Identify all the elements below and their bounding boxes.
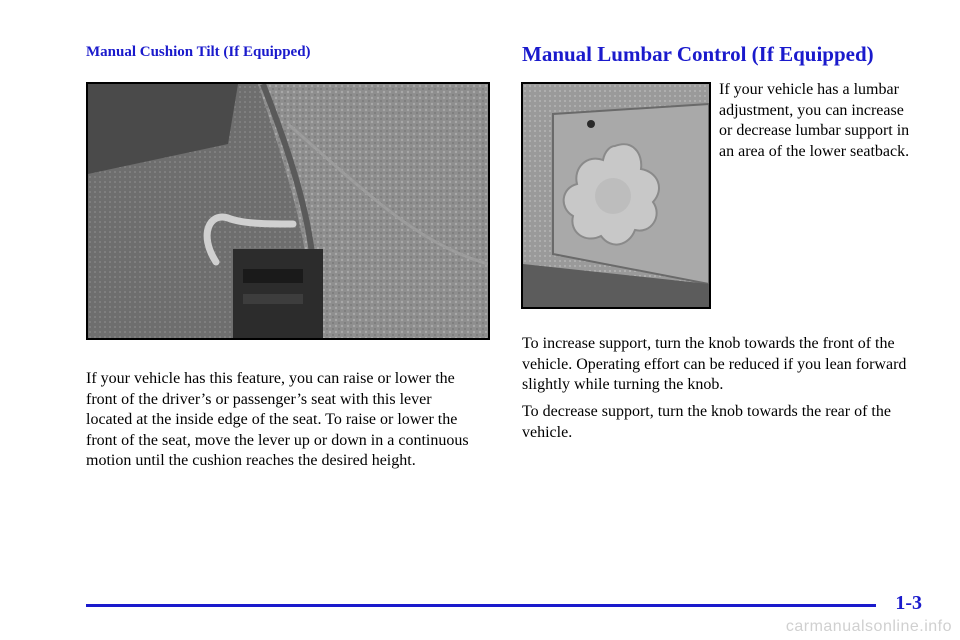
section-heading-lumbar-control: Manual Lumbar Control (If Equipped): [522, 42, 874, 66]
lumbar-decrease-text: [522, 402, 922, 443]
section-heading-cushion-tilt: Manual Cushion Tilt (If Equipped): [86, 44, 311, 60]
lumbar-increase-paragraph: To increase support, turn the knob towards the front of the vehicle. Operating effort can be reduced if you lean forward slightly while turning the knob.: [522, 335, 907, 393]
lumbar-increase-text: [522, 334, 922, 396]
lumbar-intro-paragraph: If your vehicle has a lumbar adjustment, you can increase or decrease lumbar support in an area of the lower seatback.: [719, 81, 910, 160]
lumbar-knob-photo: [521, 82, 711, 309]
watermark: carmanualsonline.info: [785, 618, 952, 635]
cushion-tilt-body: [86, 369, 481, 472]
lumbar-decrease-paragraph: To decrease support, turn the knob towards the rear of the vehicle.: [522, 403, 891, 441]
cushion-tilt-lever-photo: [86, 82, 490, 340]
page-number: 1-3: [895, 592, 922, 614]
cushion-tilt-paragraph: If your vehicle has this feature, you can raise or lower the front of the driver’s or passenger’s seat with this lever located at the inside edge of the seat. To raise or lower the front of the seat, move the lever up or down in a continuous motion until the cushion reaches the desired height.: [86, 370, 469, 469]
footer-rule: [86, 604, 876, 607]
lumbar-side-text: [719, 80, 919, 162]
